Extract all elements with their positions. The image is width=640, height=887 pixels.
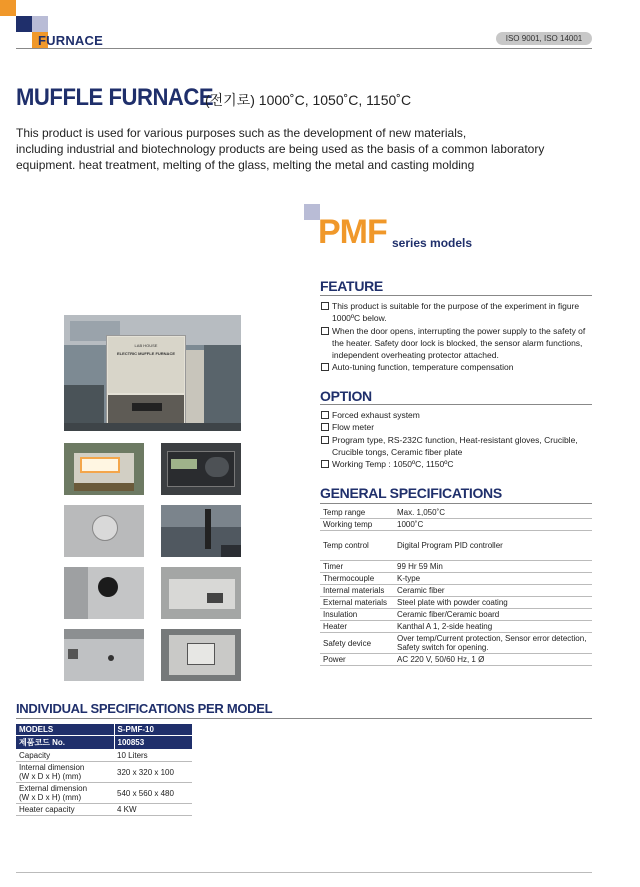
main-product-photo (64, 315, 241, 431)
table-header-row: 제품코드 No. 100853 (16, 736, 192, 750)
footer-divider (16, 872, 592, 873)
logo-square-lavender (32, 16, 48, 32)
table-row: Timer 99 Hr 59 Min (320, 561, 592, 573)
table-row: Insulation Ceramic fiber/Ceramic board (320, 609, 592, 621)
option-heading: OPTION (320, 388, 372, 404)
table-row: Capacity 10 Liters (16, 750, 192, 762)
table-row: Power AC 220 V, 50/60 Hz, 1 Ø (320, 654, 592, 666)
table-header-row: MODELS S-PMF-10 (16, 724, 192, 736)
individual-specs-heading: INDIVIDUAL SPECIFICATIONS PER MODEL (16, 701, 273, 716)
checkbox-icon (321, 327, 329, 335)
logo-square-navy (16, 16, 32, 32)
list-item: Forced exhaust system (320, 409, 592, 421)
table-row: Internal materials Ceramic fiber (320, 585, 592, 597)
list-item: Working Temp : 1050ºC, 1150ºC (320, 458, 592, 470)
list-item: Flow meter (320, 421, 592, 433)
table-row: Thermocouple K-type (320, 573, 592, 585)
photo-label: ELECTRIC MUFFLE FURNACE (117, 351, 175, 356)
intro-text (16, 125, 596, 173)
individual-specs-divider (16, 718, 592, 719)
option-list (320, 409, 592, 470)
photo-door-handle (64, 567, 144, 619)
feature-list (320, 300, 592, 374)
table-row: Heater Kanthal A 1, 2-side heating (320, 621, 592, 633)
photo-vent-cap (64, 505, 144, 557)
checkbox-icon (321, 363, 329, 371)
photo-controller-panel (161, 443, 241, 495)
photo-side-vent (161, 567, 241, 619)
general-specs-table (320, 507, 592, 666)
list-item: When the door opens, interrupting the power supply to the safety of the heater. Safety door lock is blocked, the sensor alarm functions, independent overheating protector attached. (320, 325, 592, 362)
photo-label: LAB HOUSE (134, 343, 158, 348)
general-specs-heading: GENERAL SPECIFICATIONS (320, 485, 502, 501)
category-title: FURNACE (38, 33, 103, 48)
checkbox-icon (321, 423, 329, 431)
individual-specs-table (16, 724, 192, 816)
table-row: External dimension (W x D x H) (mm) 540 x 560 x 480 (16, 783, 192, 804)
feature-divider (320, 295, 592, 296)
checkbox-icon (321, 460, 329, 468)
table-row: Temp range Max. 1,050˚C (320, 507, 592, 519)
photo-thermocouple (161, 505, 241, 557)
intro-line: This product is used for various purposes such as the development of new materials, (16, 126, 467, 140)
list-item: Program type, RS-232C function, Heat-resistant gloves, Crucible, Crucible tongs, Ceramic fiber plate (320, 434, 592, 459)
list-item: Auto-tuning function, temperature compensation (320, 361, 592, 373)
checkbox-icon (321, 302, 329, 310)
photo-housing-side (64, 629, 144, 681)
list-item: This product is suitable for the purpose of the experiment in figure 1000ºC below. (320, 300, 592, 325)
certification-badge: ISO 9001, ISO 14001 (496, 32, 592, 45)
checkbox-icon (321, 436, 329, 444)
table-row: Safety device Over temp/Current protection, Sensor error detection, Safety switch for opening. (320, 633, 592, 654)
table-row: Working temp 1000˚C (320, 519, 592, 531)
table-row: Heater capacity 4 KW (16, 804, 192, 816)
table-row: Temp control Digital Program PID controller (320, 531, 592, 561)
photo-gauge-panel (161, 629, 241, 681)
option-divider (320, 404, 592, 405)
series-suffix: series models (392, 236, 473, 250)
table-row: External materials Steel plate with powder coating (320, 597, 592, 609)
photo-open-chamber (64, 443, 144, 495)
series-name: PMF (318, 213, 387, 251)
page-title: MUFFLE FURNACE (16, 84, 214, 111)
header-divider (16, 48, 592, 49)
feature-heading: FEATURE (320, 278, 383, 294)
intro-line: equipment. heat treatment, melting of the glass, melting the metal and casting molding (16, 158, 475, 172)
logo-square-orange-small (0, 0, 16, 16)
page-subtitle: (전기로) 1000˚C, 1050˚C, 1150˚C (205, 92, 412, 108)
table-row: Internal dimension (W x D x H) (mm) 320 x 320 x 100 (16, 762, 192, 783)
intro-line: including industrial and biotechnology products are being used as the basis of a common laboratory (16, 142, 545, 156)
checkbox-icon (321, 411, 329, 419)
general-specs-divider (320, 503, 592, 504)
